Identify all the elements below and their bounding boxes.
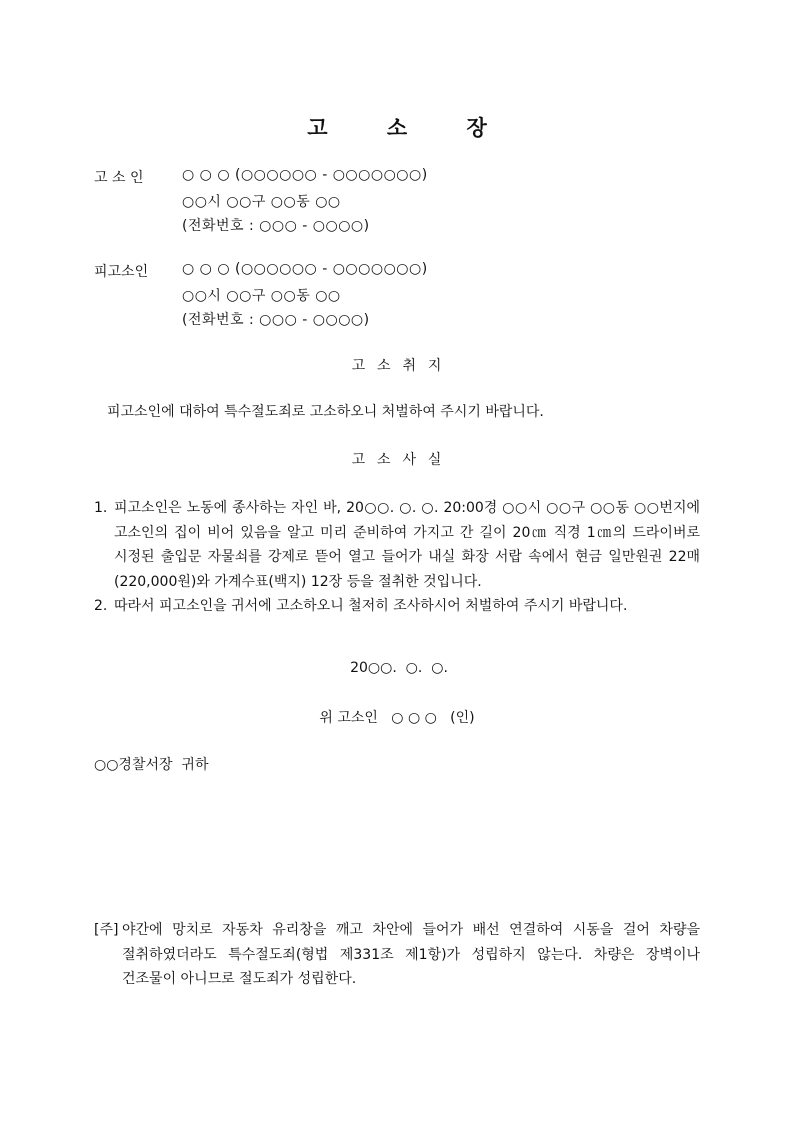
- complainant-label: 고 소 인: [94, 170, 144, 186]
- footnote: [94, 918, 700, 992]
- addressee: ○○경찰서장 귀하: [94, 757, 209, 773]
- purpose-text: 피고소인에 대하여 특수절도죄로 고소하오니 처벌하여 주시기 바랍니다.: [107, 404, 544, 420]
- fact-item: [94, 496, 700, 594]
- complainant-name-line: ○ ○ ○ (○○○○○○ - ○○○○○○○): [182, 167, 428, 183]
- complainant-phone-line: (전화번호 : ○○○ - ○○○○): [182, 218, 370, 234]
- defendant-name-line: ○ ○ ○ (○○○○○○ - ○○○○○○○): [182, 261, 428, 277]
- document-title: 고 소 장: [307, 116, 513, 140]
- fact-number: 1.: [94, 500, 108, 516]
- defendant-label: 피고소인: [94, 264, 149, 280]
- defendant-address-line: ○○시 ○○구 ○○동 ○○: [182, 288, 341, 304]
- facts-heading: 고 소 사 실: [351, 452, 443, 468]
- fact-number: 2.: [94, 598, 108, 614]
- complainant-address-line: ○○시 ○○구 ○○동 ○○: [182, 194, 341, 210]
- footnote-tag: [주]: [94, 922, 119, 938]
- defendant-phone-line: (전화번호 : ○○○ - ○○○○): [182, 312, 370, 328]
- fact-text: 피고소인은 노동에 종사하는 자인 바, 20○○. ○. ○. 20:00경 ○○시 ○○구 ○○동 ○○번지에 고소인의 집이 비어 있음을 알고 미리 준비하여 가지고 간 길이 20㎝ 직경 1㎝의 드라이버로 시정된 출입문 자물쇠를 강제로 뜯어 열고 들어가 내실 화장 서랍 속에서 현금 일만원권 22매(220,000원)와 가계수표(백지) 12장 등을 절취한 것입니다.: [114, 500, 700, 590]
- footnote-text: 야간에 망치로 자동차 유리창을 깨고 차안에 들어가 배선 연결하여 시동을 걸어 차량을 절취하였더라도 특수절도죄(형법 제331조 제1항)가 성립하지 않는다. 차량은 장벽이나 건조물이 아니므로 절도죄가 성립한다.: [122, 922, 700, 987]
- filing-date: 20○○. ○. ○.: [350, 660, 448, 676]
- signature-line: 위 고소인 ○ ○ ○ (인): [319, 710, 475, 726]
- fact-text: 따라서 피고소인을 귀서에 고소하오니 철저히 조사하시어 처벌하여 주시기 바랍니다.: [114, 598, 628, 614]
- fact-item: [94, 594, 700, 619]
- purpose-heading: 고 소 취 지: [351, 358, 443, 374]
- facts-list: [94, 496, 700, 619]
